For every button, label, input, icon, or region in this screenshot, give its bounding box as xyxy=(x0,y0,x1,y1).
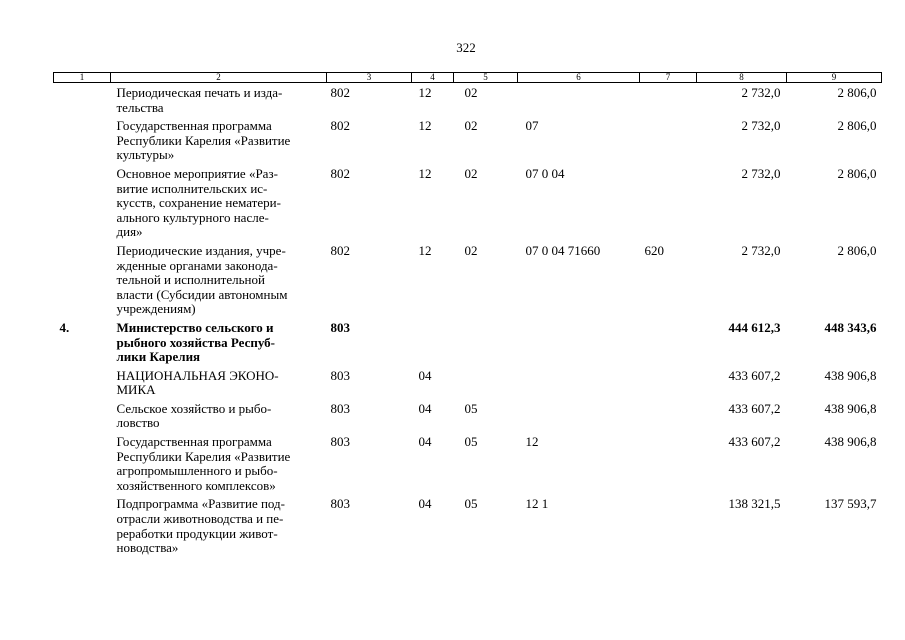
ministry-code: 802 xyxy=(330,242,350,258)
table-row xyxy=(54,83,882,120)
subsection-code: 05 xyxy=(464,434,478,450)
amount-year-1: 2 732,0 xyxy=(741,85,781,100)
target-article-code xyxy=(518,83,640,120)
subsection-code: 02 xyxy=(464,165,478,181)
row-number xyxy=(54,167,111,244)
column-header-4: 4 xyxy=(412,73,454,83)
amount-year-2: 137 593,7 xyxy=(824,496,877,512)
row-number xyxy=(54,435,111,497)
subsection-code: 05 xyxy=(464,400,478,416)
section-code: 12 xyxy=(418,85,432,100)
amount-year-2: 438 906,8 xyxy=(824,400,877,416)
expense-type-code xyxy=(640,402,697,435)
subsection-code: 05 xyxy=(464,496,478,512)
amount-year-2: 438 906,8 xyxy=(824,434,877,450)
ministry-code: 802 xyxy=(330,118,350,134)
column-header-7: 7 xyxy=(640,73,697,83)
expense-type-code xyxy=(640,119,697,167)
row-number xyxy=(54,369,111,402)
budget-table xyxy=(53,72,882,560)
section-code: 04 xyxy=(418,434,432,450)
expense-type-code: 620 xyxy=(644,242,664,258)
expense-type-code xyxy=(640,321,697,369)
item-name: Сельское хозяйство и рыбо- ловство xyxy=(116,400,272,431)
table-row xyxy=(54,435,882,497)
table-row xyxy=(54,119,882,167)
amount-year-2: 2 806,0 xyxy=(837,165,877,181)
item-name: Государственная программа Республики Карелия «Развитие агропромышленного и рыбо- хозяйственного комплексов» xyxy=(116,434,291,493)
ministry-code: 802 xyxy=(330,165,350,181)
expense-type-code xyxy=(640,83,697,120)
table-row xyxy=(54,497,882,559)
subsection-code xyxy=(454,321,518,369)
target-article-code: 12 1 xyxy=(525,496,549,512)
table-header xyxy=(54,73,882,83)
subsection-code: 02 xyxy=(464,118,478,134)
ministry-code: 802 xyxy=(330,85,350,100)
target-article-code: 07 0 04 xyxy=(525,165,565,181)
ministry-code: 803 xyxy=(330,400,350,416)
expense-type-code xyxy=(640,435,697,497)
page-number: 322 xyxy=(456,40,476,55)
item-name: Государственная программа Республики Карелия «Развитие культуры» xyxy=(116,118,291,163)
target-article-code xyxy=(518,402,640,435)
item-name: Основное мероприятие «Раз- витие исполнительских ис- кусств, сохранение нематери- ального культурного насле- дия» xyxy=(116,165,281,240)
target-article-code xyxy=(518,321,640,369)
amount-year-1: 433 607,2 xyxy=(728,400,781,416)
item-name: Периодические издания, учре- жденные органами законода- тельной и исполнительной власти (Субсидии автономным учреждениям) xyxy=(116,242,288,317)
amount-year-2: 2 806,0 xyxy=(837,118,877,134)
item-name: НАЦИОНАЛЬНАЯ ЭКОНО- МИКА xyxy=(116,367,279,398)
ministry-code: 803 xyxy=(330,434,350,450)
amount-year-1: 2 732,0 xyxy=(741,118,781,134)
amount-year-2: 448 343,6 xyxy=(824,319,877,335)
subsection-code: 02 xyxy=(464,85,478,100)
target-article-code: 07 0 04 71660 xyxy=(525,242,601,258)
item-name: Периодическая печать и изда- тельства xyxy=(116,85,283,115)
section-code: 12 xyxy=(418,165,432,181)
row-number xyxy=(54,497,111,559)
column-header-1: 1 xyxy=(54,73,111,83)
amount-year-2: 438 906,8 xyxy=(824,367,877,383)
amount-year-2: 2 806,0 xyxy=(837,85,877,100)
column-header-3: 3 xyxy=(327,73,412,83)
amount-year-1: 2 732,0 xyxy=(741,165,781,181)
column-header-5: 5 xyxy=(454,73,518,83)
section-code: 12 xyxy=(418,118,432,134)
target-article-code: 07 xyxy=(525,118,539,134)
expense-type-code xyxy=(640,167,697,244)
section-code: 12 xyxy=(418,242,432,258)
table-row xyxy=(54,369,882,402)
row-number xyxy=(54,119,111,167)
target-article-code xyxy=(518,369,640,402)
column-header-9: 9 xyxy=(787,73,882,83)
amount-year-1: 2 732,0 xyxy=(741,242,781,258)
item-name: Подпрограмма «Развитие под- отрасли животноводства и пе- реработки продукции живот- новодства» xyxy=(116,496,285,556)
table-row xyxy=(54,244,882,321)
subsection-code: 02 xyxy=(464,242,478,258)
row-number: 4. xyxy=(59,319,70,335)
column-header-8: 8 xyxy=(697,73,787,83)
target-article-code: 12 xyxy=(525,434,539,450)
table-row xyxy=(54,167,882,244)
section-code: 04 xyxy=(418,367,432,383)
row-number xyxy=(54,83,111,120)
amount-year-1: 444 612,3 xyxy=(728,319,781,335)
amount-year-1: 433 607,2 xyxy=(728,367,781,383)
amount-year-2: 2 806,0 xyxy=(837,242,877,258)
ministry-code: 803 xyxy=(330,319,350,335)
expense-type-code xyxy=(640,497,697,559)
amount-year-1: 433 607,2 xyxy=(728,434,781,450)
row-number xyxy=(54,402,111,435)
table-body xyxy=(54,83,882,560)
section-code: 04 xyxy=(418,496,432,512)
item-name: Министерство сельского и рыбного хозяйства Респуб- лики Карелия xyxy=(116,319,275,365)
section-code: 04 xyxy=(418,400,432,416)
expense-type-code xyxy=(640,369,697,402)
column-header-2: 2 xyxy=(111,73,327,83)
row-number xyxy=(54,244,111,321)
section-code xyxy=(412,321,454,369)
ministry-code: 803 xyxy=(330,496,350,512)
column-header-6: 6 xyxy=(518,73,640,83)
table-row xyxy=(54,321,882,369)
ministry-code: 803 xyxy=(330,367,350,383)
table-row xyxy=(54,402,882,435)
amount-year-1: 138 321,5 xyxy=(728,496,781,512)
subsection-code xyxy=(454,369,518,402)
header-row xyxy=(54,73,882,83)
